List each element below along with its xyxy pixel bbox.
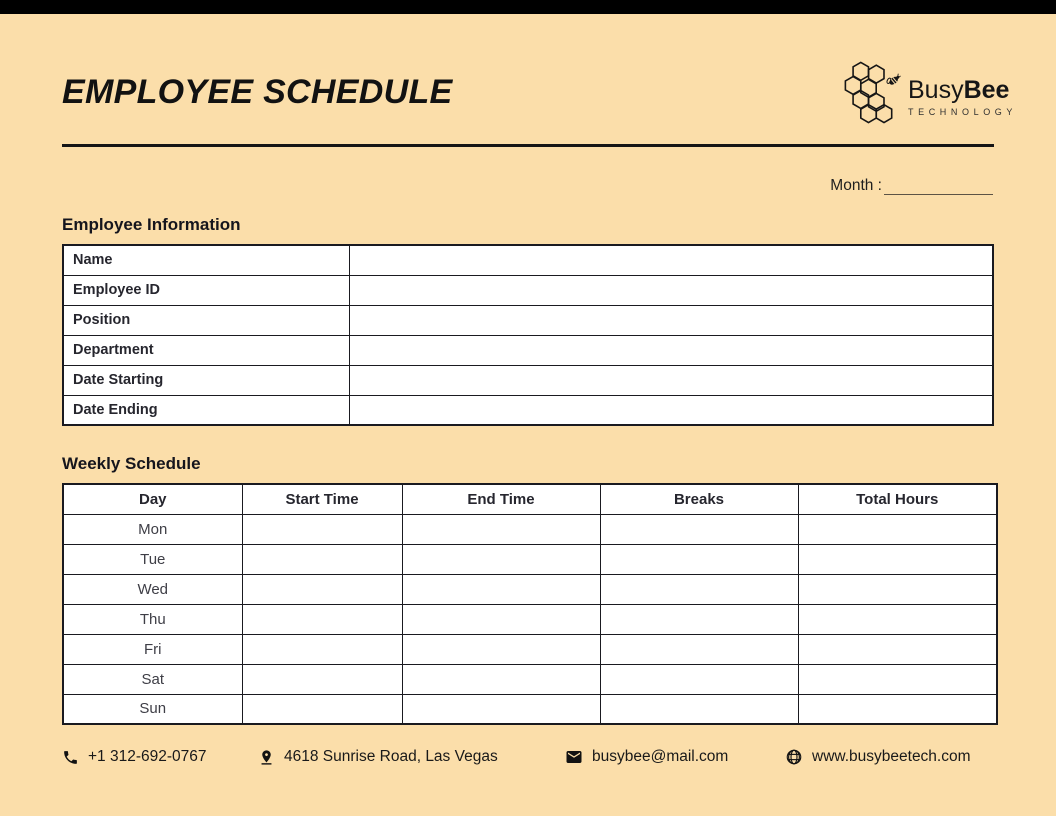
field-value-department[interactable] [349,335,993,365]
table-row-thu [63,604,997,634]
day-label: Mon [63,514,242,544]
brand-tagline: TECHNOLOGY [908,106,1018,117]
end-time-cell[interactable] [402,574,600,604]
field-label-employee-id: Employee ID [63,275,349,305]
table-row [63,335,993,365]
breaks-cell[interactable] [600,544,798,574]
field-value-date-starting[interactable] [349,365,993,395]
table-row-mon [63,514,997,544]
start-time-cell[interactable] [242,634,402,664]
column-header-start-time: Start Time [242,484,402,514]
brand-name: BusyBee [908,75,1010,104]
start-time-cell[interactable] [242,664,402,694]
field-label-date-starting: Date Starting [63,365,349,395]
day-label: Wed [63,574,242,604]
table-row-sat [63,664,997,694]
table-row [63,305,993,335]
field-value-date-ending[interactable] [349,395,993,425]
table-row-tue [63,544,997,574]
company-logo [842,60,1017,124]
field-value-name[interactable] [349,245,993,275]
breaks-cell[interactable] [600,514,798,544]
employee-info-heading: Employee Information [62,215,241,234]
end-time-cell[interactable] [402,634,600,664]
month-label: Month : [830,177,882,194]
field-label-position: Position [63,305,349,335]
column-header-end-time: End Time [402,484,600,514]
day-label: Thu [63,604,242,634]
table-row-sun [63,694,997,724]
start-time-cell[interactable] [242,604,402,634]
total-hours-cell[interactable] [798,514,997,544]
page-title: EMPLOYEE SCHEDULE [62,73,453,111]
total-hours-cell[interactable] [798,634,997,664]
total-hours-cell[interactable] [798,604,997,634]
table-row-fri [63,634,997,664]
website-text: www.busybeetech.com [812,748,971,765]
phone-contact [62,744,207,770]
end-time-cell[interactable] [402,514,600,544]
total-hours-cell[interactable] [798,574,997,604]
day-label: Sun [63,694,242,724]
total-hours-cell[interactable] [798,544,997,574]
day-label: Tue [63,544,242,574]
field-label-department: Department [63,335,349,365]
breaks-cell[interactable] [600,664,798,694]
end-time-cell[interactable] [402,604,600,634]
breaks-cell[interactable] [600,604,798,634]
top-black-bar [0,0,1056,14]
employee-info-table [62,244,994,426]
field-label-date-ending: Date Ending [63,395,349,425]
total-hours-cell[interactable] [798,664,997,694]
table-row-wed [63,574,997,604]
table-row [63,365,993,395]
email-contact [565,744,728,770]
table-header-row [63,484,997,514]
breaks-cell[interactable] [600,694,798,724]
field-value-position[interactable] [349,305,993,335]
weekly-schedule-table [62,483,998,725]
globe-icon [785,748,803,766]
breaks-cell[interactable] [600,574,798,604]
total-hours-cell[interactable] [798,694,997,724]
contact-footer [62,744,994,770]
location-pin-icon [258,749,275,766]
month-input-line[interactable] [884,177,993,195]
field-value-employee-id[interactable] [349,275,993,305]
day-label: Sat [63,664,242,694]
email-text: busybee@mail.com [592,748,729,765]
start-time-cell[interactable] [242,694,402,724]
breaks-cell[interactable] [600,634,798,664]
website-contact [785,744,971,770]
phone-icon [62,749,79,766]
end-time-cell[interactable] [402,694,600,724]
table-row [63,395,993,425]
envelope-icon [565,748,583,766]
table-row [63,245,993,275]
column-header-breaks: Breaks [600,484,798,514]
header-divider-line [62,144,994,147]
weekly-schedule-heading: Weekly Schedule [62,454,201,473]
start-time-cell[interactable] [242,574,402,604]
column-header-day: Day [63,484,242,514]
month-field [830,177,993,195]
end-time-cell[interactable] [402,664,600,694]
address-contact [258,744,498,770]
day-label: Fri [63,634,242,664]
honeycomb-icon [842,60,904,124]
address-text: 4618 Sunrise Road, Las Vegas [284,748,498,765]
field-label-name: Name [63,245,349,275]
column-header-total-hours: Total Hours [798,484,997,514]
end-time-cell[interactable] [402,544,600,574]
table-row [63,275,993,305]
phone-number: +1 312-692-0767 [88,748,207,765]
bee-icon [885,71,902,88]
start-time-cell[interactable] [242,514,402,544]
start-time-cell[interactable] [242,544,402,574]
